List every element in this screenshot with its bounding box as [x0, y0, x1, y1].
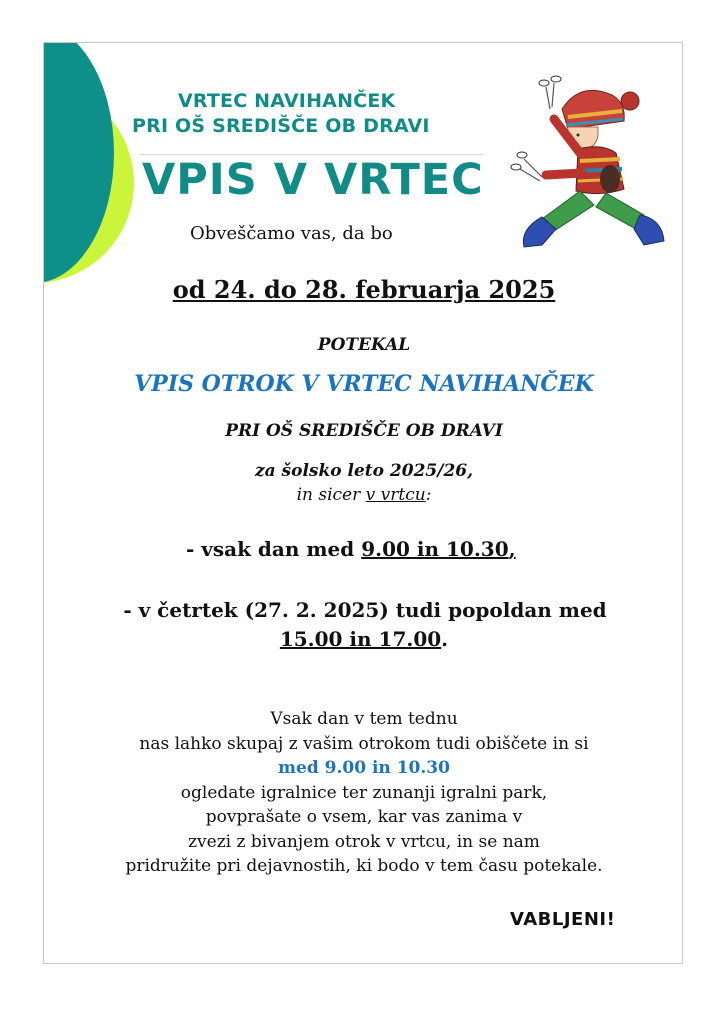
school-name: PRI OŠ SREDIŠČE OB DRAVI	[225, 421, 503, 441]
enrollment-heading: VPIS OTROK V VRTEC NAVIHANČEK	[134, 371, 594, 397]
daily-hours-prefix: - vsak dan med	[186, 537, 362, 561]
location-note	[44, 485, 683, 505]
daily-hours-time: 9.00 in 10.30	[361, 537, 509, 561]
daily-hours	[186, 537, 516, 561]
closing-invitation: VABLJENI!	[510, 909, 616, 930]
page-title: VPIS V VRTEC	[142, 155, 484, 205]
paragraph-line: zvezi z bivanjem otrok v vrtcu, in se nam	[188, 831, 540, 852]
intro-text: Obveščamo vas, da bo	[190, 223, 393, 244]
running-child-illustration	[484, 69, 674, 259]
thursday-hours-line1: - v četrtek (27. 2. 2025) tudi popoldan med	[123, 598, 607, 622]
paragraph-line: pridružite pri dejavnostih, ki bodo v tem času potekale.	[125, 856, 603, 876]
paragraph-line: povprašate o vsem, kar vas zanima v	[205, 807, 523, 827]
school-year: za šolsko leto 2025/26,	[254, 461, 474, 481]
location-link: v vrtcu	[365, 485, 426, 505]
thursday-hours-suffix: .	[441, 627, 449, 651]
daily-hours-suffix: ,	[508, 537, 516, 561]
thursday-hours-line2	[44, 627, 683, 651]
paragraph-highlight-time: med 9.00 in 10.30	[278, 758, 450, 778]
info-paragraph	[44, 707, 683, 879]
org-name-line2: PRI OŠ SREDIŠČE OB DRAVI	[132, 115, 430, 137]
thursday-hours-time: 15.00 in 17.00	[279, 627, 442, 651]
poster	[43, 42, 683, 964]
potekal-heading: POTEKAL	[317, 335, 411, 355]
paragraph-line: Vsak dan v tem tednu	[270, 709, 458, 729]
paragraph-line: nas lahko skupaj z vašim otrokom tudi obiščete in si	[139, 733, 589, 754]
location-prefix: in sicer	[296, 485, 366, 505]
org-name-line1: VRTEC NAVIHANČEK	[178, 90, 396, 112]
enrollment-dates: od 24. do 28. februarja 2025	[172, 275, 556, 304]
location-suffix: :	[425, 485, 432, 505]
paragraph-line: ogledate igralnice ter zunanji igralni park,	[180, 782, 548, 803]
